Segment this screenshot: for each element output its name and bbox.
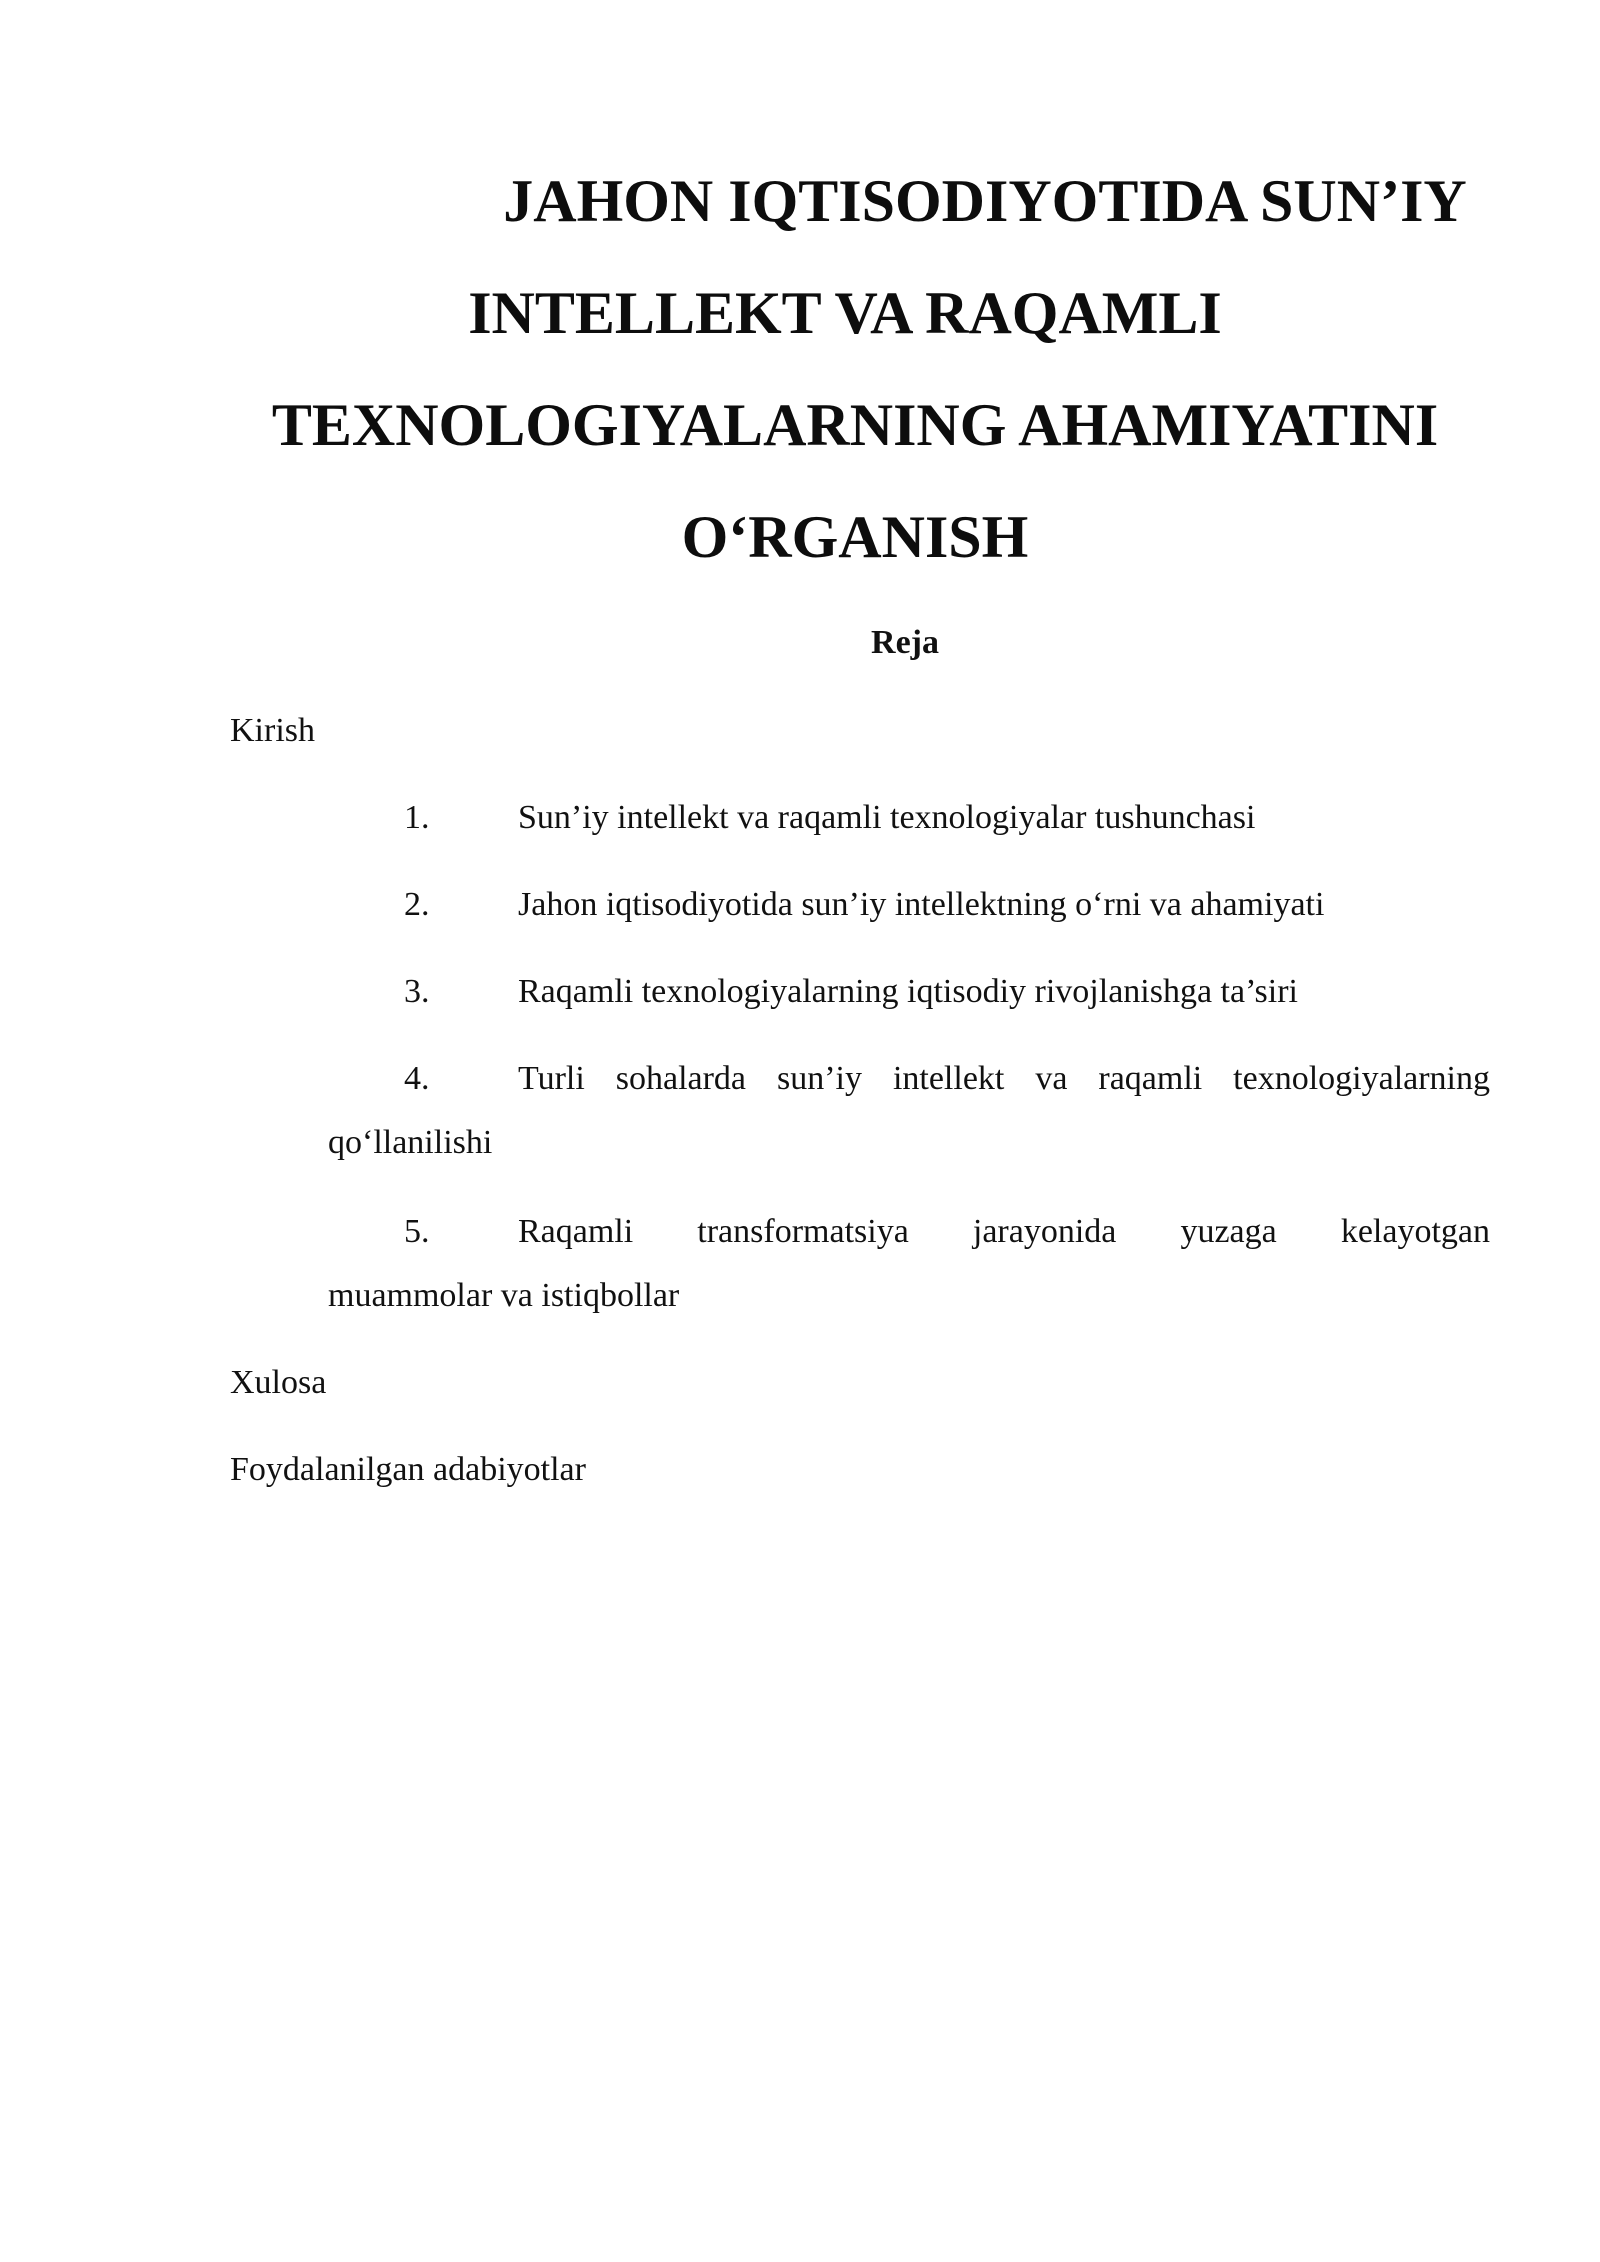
- references-entry: Foydalanilgan adabiyotlar: [230, 1451, 586, 1488]
- plan-item-text: Raqamli transformatsiya jarayonida yuzaga kelayotgan: [518, 1213, 1490, 1250]
- plan-item-number: 1.: [404, 799, 430, 836]
- title-line: O‘RGANISH: [681, 504, 1029, 570]
- plan-item-number: 4.: [404, 1060, 430, 1097]
- plan-item: [328, 1200, 1490, 1328]
- title-line: JAHON IQTISODIYOTIDA SUN’IY: [503, 168, 1467, 234]
- plan-heading: Reja: [871, 624, 939, 661]
- plan-item-continuation: muammolar va istiqbollar: [328, 1277, 680, 1314]
- title-line: TEXNOLOGIYALARNING AHAMIYATINI: [271, 392, 1439, 458]
- plan-item: [328, 960, 1490, 1024]
- plan-item-text: Sun’iy intellekt va raqamli texnologiyalar tushunchasi: [518, 799, 1256, 836]
- plan-item: [328, 1047, 1490, 1175]
- document-title: [225, 145, 1485, 593]
- title-line: INTELLEKT VA RAQAMLI: [468, 280, 1222, 346]
- conclusion-entry: Xulosa: [230, 1364, 327, 1401]
- intro-entry: Kirish: [230, 712, 315, 749]
- plan-item-text: Jahon iqtisodiyotida sun’iy intellektning o‘rni va ahamiyati: [518, 886, 1325, 923]
- plan-item: [328, 873, 1490, 937]
- plan-item-continuation: qo‘llanilishi: [328, 1124, 493, 1161]
- plan-item: [328, 786, 1490, 850]
- plan-item-number: 5.: [404, 1213, 430, 1250]
- plan-item-number: 2.: [404, 886, 430, 923]
- plan-item-text: Turli sohalarda sun’iy intellekt va raqamli texnologiyalarning: [518, 1060, 1490, 1097]
- plan-item-text: Raqamli texnologiyalarning iqtisodiy rivojlanishga ta’siri: [518, 973, 1298, 1010]
- plan-item-number: 3.: [404, 973, 430, 1010]
